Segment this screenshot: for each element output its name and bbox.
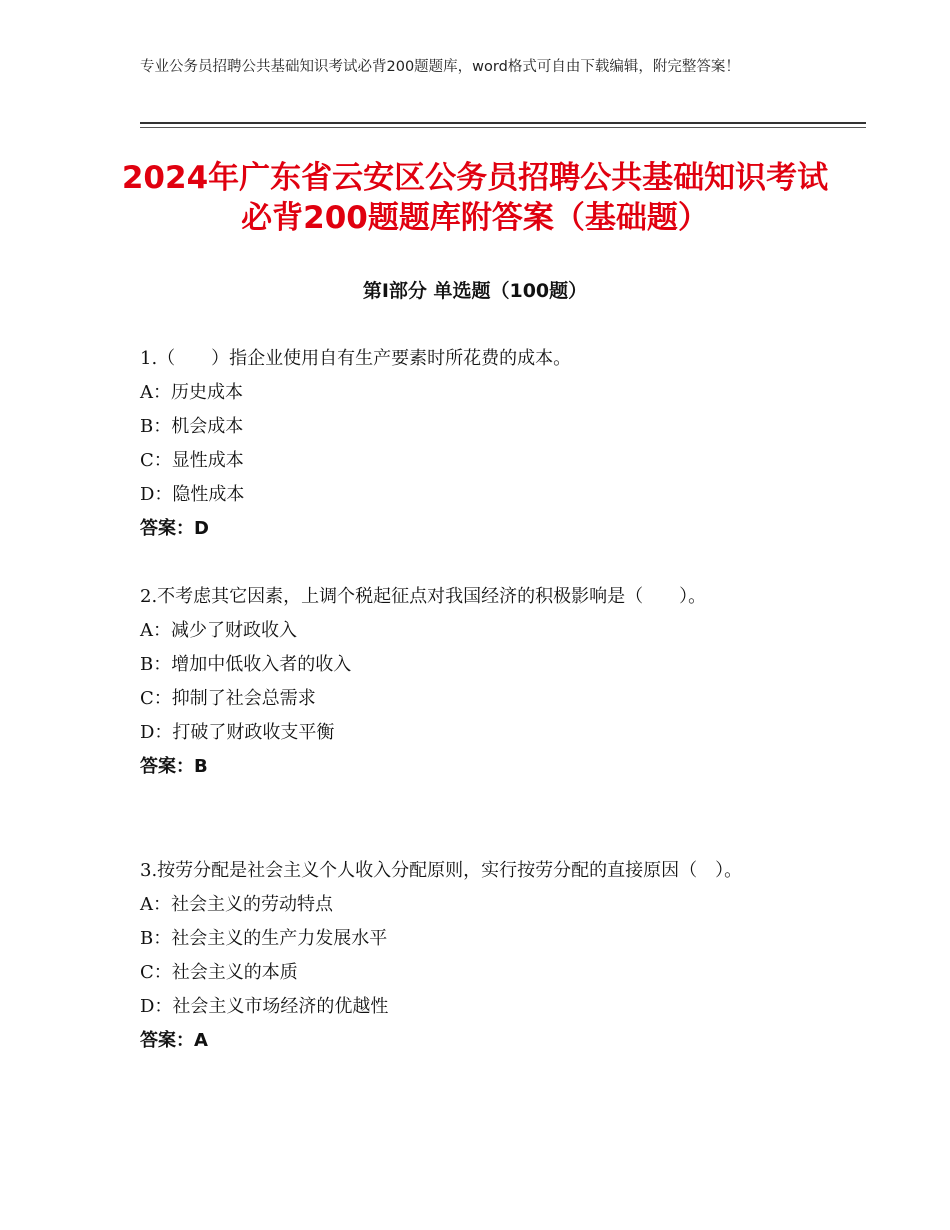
option-c: C：显性成本 — [140, 450, 244, 471]
option-d: D：社会主义市场经济的优越性 — [140, 996, 389, 1017]
option-b: B：社会主义的生产力发展水平 — [140, 928, 388, 949]
question-3 — [140, 854, 840, 1058]
answer: 答案：D — [140, 518, 209, 539]
option-c: C：抑制了社会总需求 — [140, 688, 316, 709]
header-note: 专业公务员招聘公共基础知识考试必背200题题库，word格式可自由下载编辑，附完整答案！ — [140, 59, 740, 75]
question-stem: 1.（ ）指企业使用自有生产要素时所花费的成本。 — [140, 348, 572, 369]
option-a: A：社会主义的劳动特点 — [140, 894, 333, 915]
option-d: D：隐性成本 — [140, 484, 245, 505]
header-divider-thin — [140, 127, 866, 128]
question-2 — [140, 580, 840, 784]
option-a: A：历史成本 — [140, 382, 243, 403]
header-divider-thick — [140, 122, 866, 124]
option-a: A：减少了财政收入 — [140, 620, 297, 641]
answer: 答案：A — [140, 1030, 208, 1051]
option-d: D：打破了财政收支平衡 — [140, 722, 335, 743]
question-stem: 3.按劳分配是社会主义个人收入分配原则，实行按劳分配的直接原因（ ）。 — [140, 860, 743, 881]
question-1 — [140, 342, 840, 546]
document-title: 2024年广东省云安区公务员招聘公共基础知识考试必背200题题库附答案（基础题） — [121, 160, 829, 236]
option-c: C：社会主义的本质 — [140, 962, 298, 983]
option-b: B：增加中低收入者的收入 — [140, 654, 352, 675]
answer: 答案：B — [140, 756, 208, 777]
option-b: B：机会成本 — [140, 416, 244, 437]
section-title: 第Ⅰ部分 单选题（100题） — [362, 280, 588, 302]
question-stem: 2.不考虑其它因素，上调个税起征点对我国经济的积极影响是（ ）。 — [140, 586, 707, 607]
